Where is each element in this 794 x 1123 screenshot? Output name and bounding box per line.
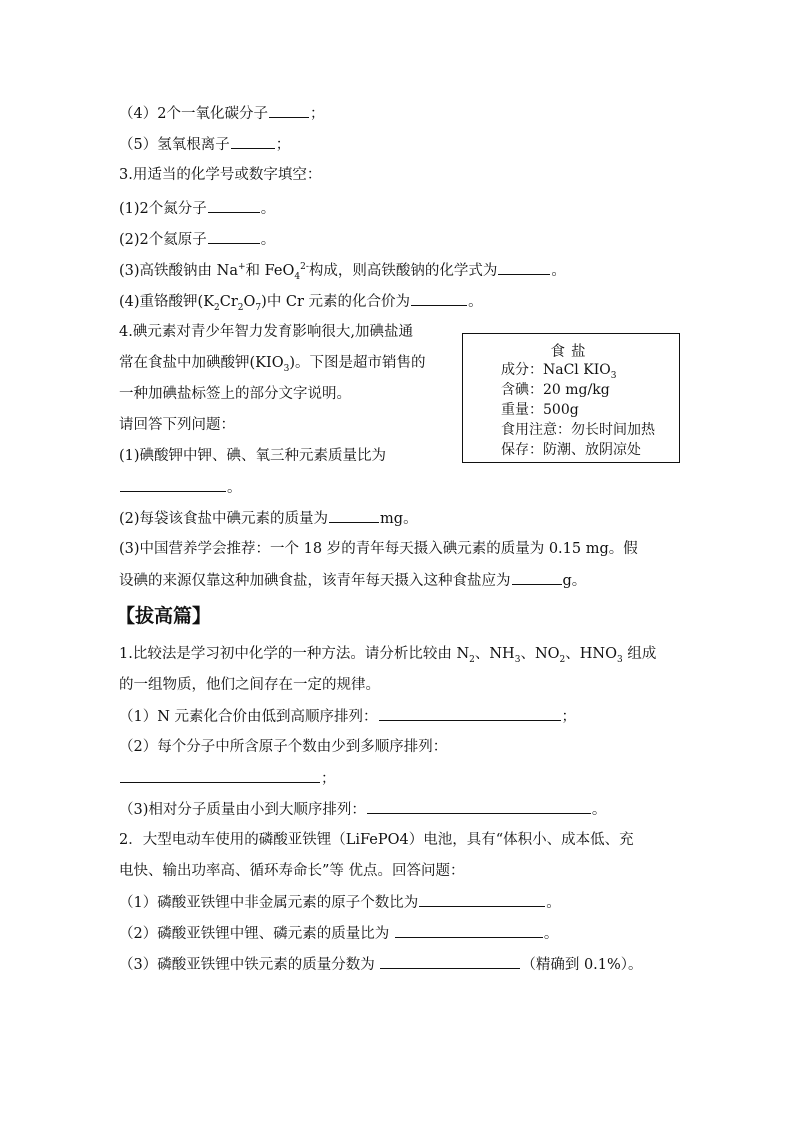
q4-item3-line2 (119, 570, 586, 591)
q3-item2-text: (2)2个氦原子 (119, 232, 207, 248)
punct: 。 (543, 926, 559, 942)
salt-label-box (462, 333, 680, 463)
punct: ； (321, 771, 336, 787)
adv-q2-item1 (119, 892, 561, 913)
q2-item4 (119, 103, 324, 124)
q3-item3-text-c: 构成，则高铁酸钠的化学式为 (308, 263, 498, 279)
q4-prompt: 请回答下列问题： (119, 417, 235, 433)
answer-blank[interactable] (395, 923, 543, 938)
answer-blank[interactable] (419, 892, 545, 907)
punct: ； (561, 709, 577, 725)
q3-item4-text-b: Cr (219, 294, 238, 310)
salt-label-ingredients: 成分：NaCl $KIO_3$ (501, 362, 617, 381)
q3-item1-text: (1)2个氮分子 (119, 201, 207, 217)
adv-q1-item2-answer (119, 768, 336, 789)
q3-item4-text-c: O (243, 294, 256, 310)
q4-item3-line1: (3)中国营养学会推荐：一个 18 岁的青年每天摄入碘元素的质量为 0.15 mg。假 (119, 541, 638, 557)
q3-item1 (119, 198, 275, 219)
punct: （精确到 0.1%）。 (521, 957, 643, 973)
adv-q2-item3-text: （3）磷酸亚铁锂中铁元素的质量分数为 (119, 957, 380, 973)
q4-item2-text: (2)每袋该食盐中碘元素的质量为 (119, 511, 329, 527)
q4-stem-line3: 一种加碘盐标签上的部分文字说明。 (119, 386, 351, 402)
adv-q1-item1-text: （1）N 元素化合价由低到高顺序排列： (119, 709, 378, 725)
q4-stem-line2: 常在食盐中加碘酸钾$(KIO_3)$。下图是超市销售的 (119, 355, 426, 374)
adv-q1-line1: 1.比较法是学习初中化学的一种方法。请分析比较由 $N_2$、$NH_3$、$NO_2$、$HNO_3$ 组成 (119, 646, 657, 665)
answer-blank[interactable] (208, 229, 260, 244)
q3-stem: 3.用适当的化学号或数字填空： (119, 167, 322, 183)
adv-q1-text-d: 、HNO (565, 646, 617, 662)
punct: 。 (260, 232, 276, 248)
q4-stem-text: 常在食盐中加碘酸钾(KIO (119, 355, 284, 371)
adv-q2-line2: 电快、输出功率高、循环寿命长”等 优点。回答问题： (119, 863, 465, 879)
answer-blank[interactable] (269, 103, 309, 118)
punct: 。 (551, 263, 566, 279)
answer-blank[interactable] (380, 954, 520, 969)
adv-q1-line2: 的一组物质，他们之间存在一定的规律。 (119, 677, 380, 693)
adv-q1-text-e: 组成 (622, 646, 657, 662)
adv-q1-item3 (119, 799, 606, 820)
adv-q2-item3 (119, 954, 643, 975)
q4-item1-answer (119, 477, 242, 498)
q2-item4-text: （4）2个一氧化碳分子 (119, 106, 268, 122)
section-heading: 【拔高篇】 (116, 605, 212, 627)
q3-item4-text-d: )中 Cr 元素的化合价为 (261, 294, 411, 310)
answer-blank[interactable] (120, 768, 320, 783)
q2-item5-text: （5）氢氧根离子 (119, 137, 230, 153)
adv-q2-item2-text: （2）磷酸亚铁锂中锂、磷元素的质量比为 (119, 926, 394, 942)
salt-label-iodine: 含碘：20 mg/kg (501, 382, 610, 398)
answer-blank[interactable] (367, 799, 591, 814)
q3-item3: (3)高铁酸钠由 Na+和 FeO$_4^{2-}$构成，则高铁酸钠的化学式为 。 (119, 260, 566, 281)
answer-blank[interactable] (120, 477, 226, 492)
punct: ； (275, 137, 291, 153)
q3-item3-text-b: 和 FeO (245, 263, 295, 279)
answer-blank[interactable] (512, 570, 562, 585)
adv-q2-item2 (119, 923, 558, 944)
punct: ； (309, 106, 325, 122)
q3-item3-text: (3)高铁酸钠由 Na (119, 263, 238, 279)
unit: g。 (562, 573, 587, 589)
answer-blank[interactable] (329, 508, 379, 523)
adv-q2-item1-text: （1）磷酸亚铁锂中非金属元素的原子个数比为 (119, 895, 419, 911)
punct: 。 (591, 802, 607, 818)
adv-q1-item3-text: （3)相对分子质量由小到大顺序排列： (119, 802, 366, 818)
q4-item2 (119, 508, 418, 529)
q4-stem-text-b: )。下图是超市销售的 (289, 355, 426, 371)
q3-item2 (119, 229, 275, 250)
q2-item5 (119, 134, 290, 155)
punct: 。 (227, 480, 242, 496)
punct: 。 (546, 895, 561, 911)
punct: 。 (468, 294, 483, 310)
punct: 。 (260, 201, 276, 217)
q3-item4: (4)重铬酸钾$(K_2Cr_2O_7)$中 Cr 元素的化合价为 。 (119, 291, 483, 312)
adv-q1-text: 1.比较法是学习初中化学的一种方法。请分析比较由 N (119, 646, 470, 662)
unit: mg。 (380, 511, 418, 527)
adv-q1-text-c: 、NO (520, 646, 560, 662)
answer-blank[interactable] (498, 260, 550, 275)
adv-q1-item1 (119, 706, 576, 727)
q3-item4-text: (4)重铬酸钾(K (119, 294, 215, 310)
q4-item3-text: 设碘的来源仅靠这种加碘食盐，该青年每天摄入这种食盐应为 (119, 573, 511, 589)
answer-blank[interactable] (231, 134, 275, 149)
salt-label-weight: 重量：500g (501, 402, 579, 418)
adv-q2-line1: 2．大型电动车使用的磷酸亚铁锂（LiFePO4）电池，具有“体积小、成本低、充 (119, 832, 634, 848)
answer-blank[interactable] (411, 291, 467, 306)
q4-stem-line1: 4.碘元素对青少年智力发育影响很大,加碘盐通 (119, 324, 413, 340)
adv-q1-text-b: 、NH (474, 646, 515, 662)
salt-label-storage: 保存：防潮、放阴凉处 (501, 442, 641, 458)
answer-blank[interactable] (379, 706, 561, 721)
q4-item1: (1)碘酸钾中钾、碘、氧三种元素质量比为 (119, 448, 387, 464)
salt-label-title: 食盐 (550, 344, 592, 360)
adv-q1-item2: （2）每个分子中所含原子个数由少到多顺序排列： (119, 739, 448, 755)
salt-label-ingredients-text: 成分：NaCl KIO (501, 362, 611, 378)
salt-label-note: 食用注意：勿长时间加热 (501, 422, 655, 438)
answer-blank[interactable] (208, 198, 260, 213)
